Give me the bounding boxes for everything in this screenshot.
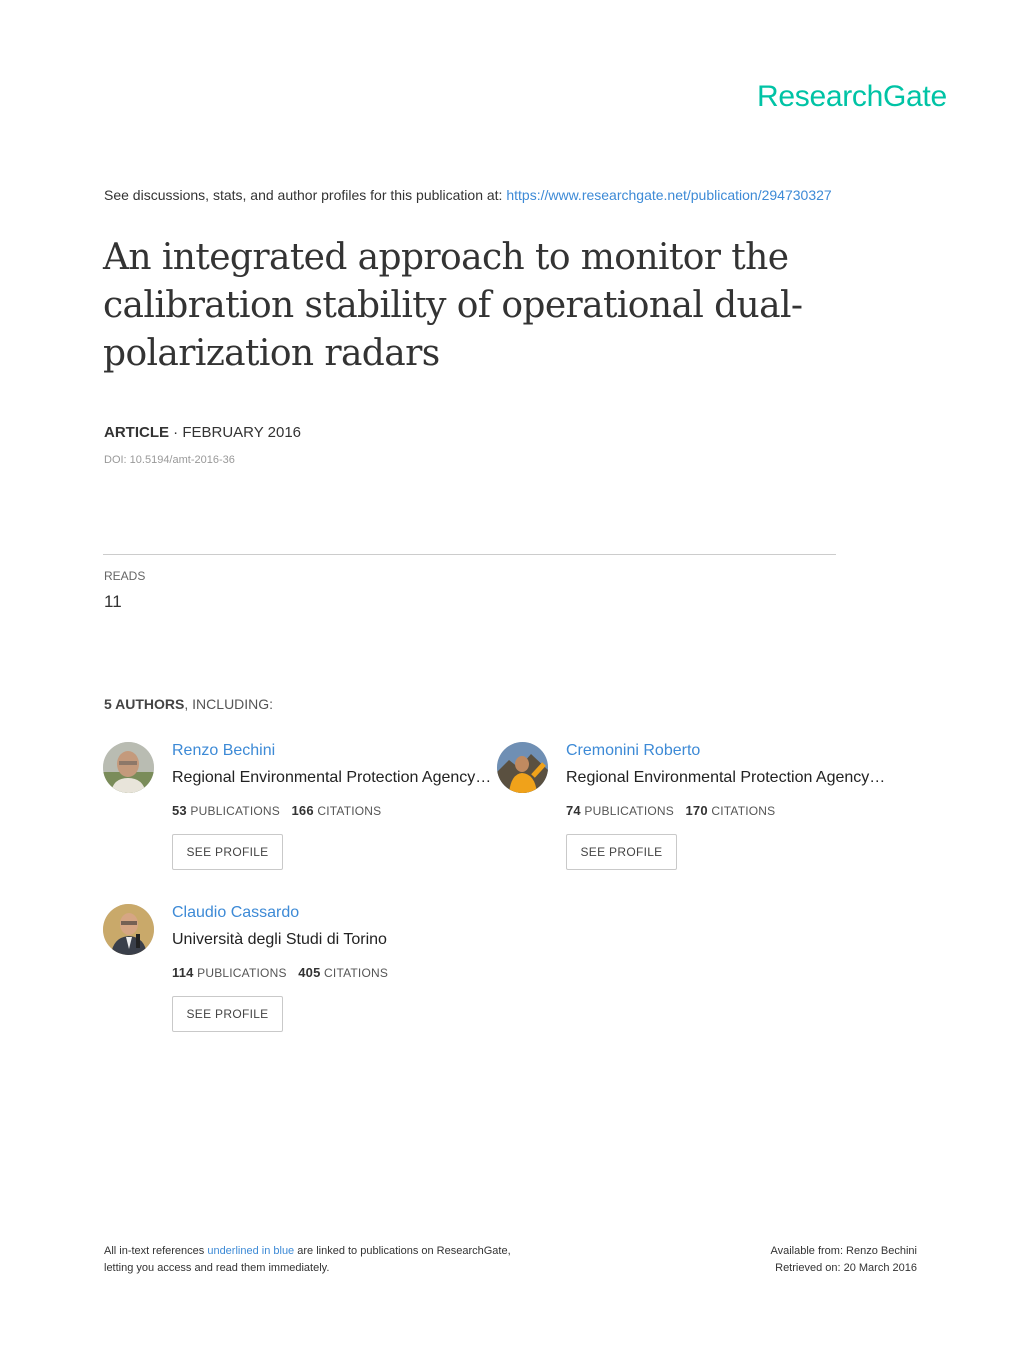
publications-count: 74 — [566, 803, 581, 818]
footer-suffix: are linked to publications on ResearchGate, — [294, 1245, 511, 1257]
author-name[interactable]: Cremonini Roberto — [566, 742, 701, 759]
citations-label: CITATIONS — [711, 804, 776, 818]
publications-count: 114 — [172, 965, 194, 980]
avatar[interactable] — [103, 742, 154, 793]
see-profile-button[interactable]: SEE PROFILE — [172, 834, 283, 870]
publications-count: 53 — [172, 803, 187, 818]
authors-heading — [104, 696, 273, 712]
title-line-1: An integrated approach to monitor the — [103, 237, 789, 278]
footer-line-2: letting you access and read them immediately. — [104, 1262, 330, 1274]
author-stats — [172, 965, 388, 980]
author-institution: Regional Environmental Protection Agency… — [566, 769, 886, 786]
publication-title — [103, 234, 823, 378]
reads-value: 11 — [104, 592, 122, 611]
retrieved-on: Retrieved on: 20 March 2016 — [775, 1262, 917, 1274]
author-card — [103, 904, 498, 1044]
authors-count: 5 AUTHORS — [104, 696, 185, 712]
title-line-2: calibration stability of operational dual- — [103, 285, 803, 326]
authors-heading-suffix: , INCLUDING: — [184, 696, 274, 712]
see-profile-button[interactable]: SEE PROFILE — [172, 996, 283, 1032]
avatar[interactable] — [103, 904, 154, 955]
footer-note — [104, 1243, 511, 1277]
footer-availability — [770, 1243, 917, 1277]
avatar[interactable] — [497, 742, 548, 793]
article-meta — [104, 424, 301, 441]
author-stats — [172, 803, 381, 818]
publication-link[interactable]: https://www.researchgate.net/publication/294730327 — [506, 187, 832, 203]
citations-count: 166 — [291, 803, 314, 818]
title-line-3: polarization radars — [103, 333, 440, 374]
doi: DOI: 10.5194/amt-2016-36 — [104, 454, 235, 466]
divider — [103, 554, 836, 555]
publications-label: PUBLICATIONS — [190, 804, 280, 818]
researchgate-logo[interactable]: ResearchGate — [757, 80, 947, 113]
article-type: ARTICLE — [104, 424, 169, 441]
author-card — [103, 742, 498, 882]
citations-label: CITATIONS — [324, 966, 389, 980]
publications-label: PUBLICATIONS — [197, 966, 287, 980]
author-institution: Università degli Studi di Torino — [172, 931, 387, 948]
available-from: Available from: Renzo Bechini — [770, 1245, 917, 1257]
author-name[interactable]: Claudio Cassardo — [172, 904, 300, 921]
author-card — [497, 742, 892, 882]
citations-count: 405 — [298, 965, 321, 980]
publications-label: PUBLICATIONS — [584, 804, 674, 818]
footer-prefix: All in-text references — [104, 1245, 208, 1257]
footer-link[interactable]: underlined in blue — [207, 1245, 295, 1257]
article-date: FEBRUARY 2016 — [182, 424, 302, 441]
citations-count: 170 — [685, 803, 708, 818]
see-discussions-line — [104, 187, 832, 203]
author-name[interactable]: Renzo Bechini — [172, 742, 276, 759]
citations-label: CITATIONS — [317, 804, 382, 818]
see-discussions-text: See discussions, stats, and author profiles for this publication at: — [104, 187, 507, 203]
author-stats — [566, 803, 775, 818]
see-profile-button[interactable]: SEE PROFILE — [566, 834, 677, 870]
reads-label: READS — [104, 569, 146, 583]
author-institution: Regional Environmental Protection Agency… — [172, 769, 492, 786]
meta-separator: · — [169, 424, 183, 441]
